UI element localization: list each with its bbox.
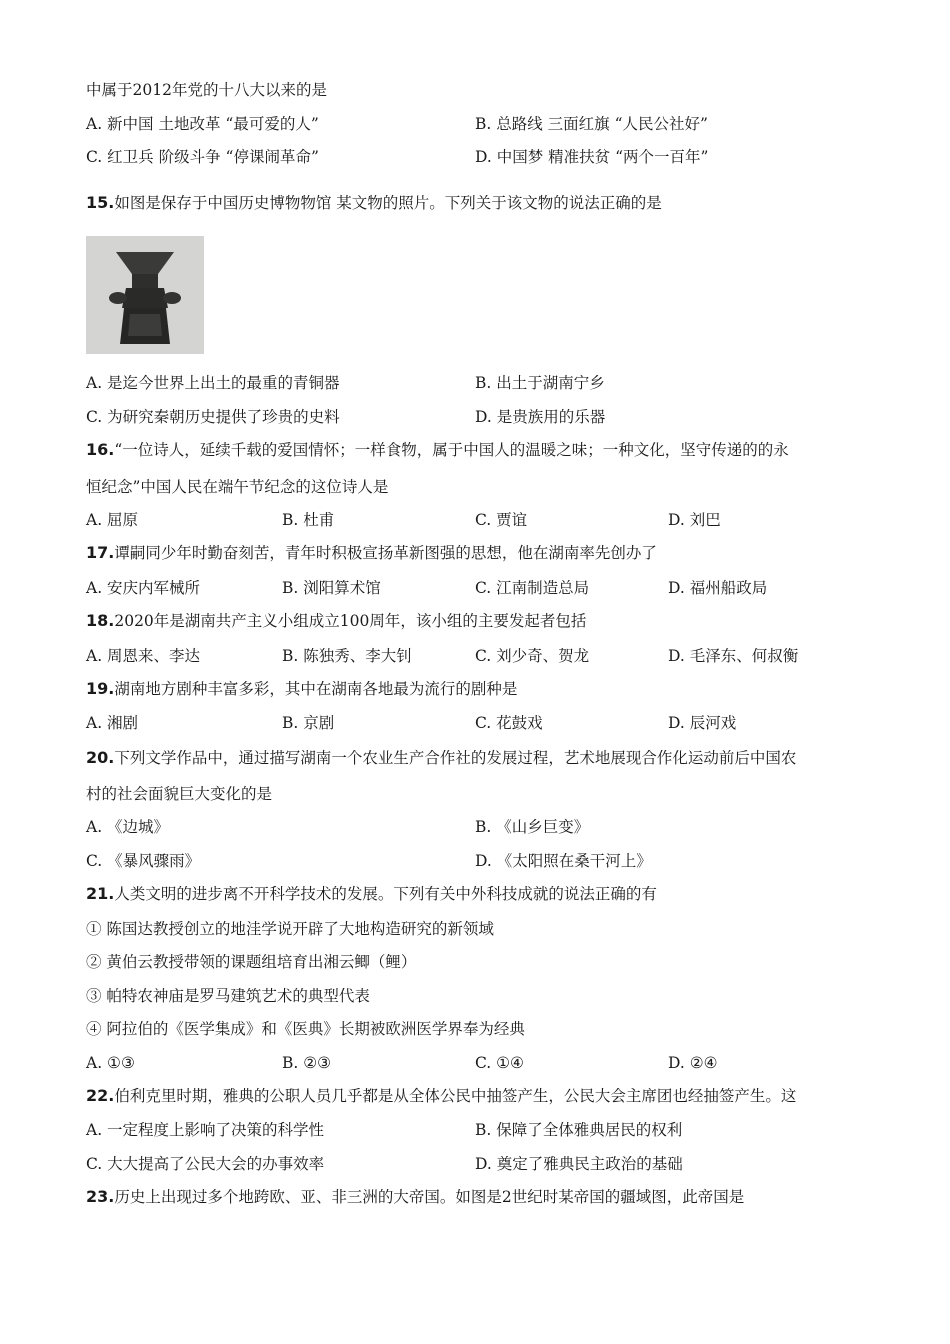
intro-line: 中属于2012年党的十八大以来的是 xyxy=(86,81,327,99)
q22-option-b: B. 保障了全体雅典居民的权利 xyxy=(475,1121,683,1139)
q22-option-c: C. 大大提高了公民大会的办事效率 xyxy=(86,1155,325,1173)
q15-option-b: B. 出土于湖南宁乡 xyxy=(475,374,605,392)
question-number: 18. xyxy=(86,611,115,630)
question-number: 16. xyxy=(86,440,115,459)
question-number: 22. xyxy=(86,1086,115,1105)
question-number: 15. xyxy=(86,193,115,212)
q18-option-c: C. 刘少奇、贺龙 xyxy=(475,647,590,665)
q14-option-c: C. 红卫兵 阶级斗争 “停课闹革命” xyxy=(86,148,319,166)
question-text: 下列文学作品中，通过描写湖南一个农业生产合作社的发展过程，艺术地展现合作化运动前后中国农 xyxy=(114,749,797,767)
q14-option-d: D. 中国梦 精准扶贫 “两个一百年” xyxy=(475,148,709,166)
q17-option-d: D. 福州船政局 xyxy=(668,579,768,597)
question-text: “一位诗人，延续千载的爱国情怀；一样食物，属于中国人的温暖之味；一种文化，坚守传递的的永 xyxy=(114,441,789,459)
q18-option-d: D. 毛泽东、何叔衡 xyxy=(668,647,799,665)
question-number: 20. xyxy=(86,748,115,767)
q19-option-c: C. 花鼓戏 xyxy=(475,714,543,732)
question-15 xyxy=(86,193,662,213)
bronze-vessel-icon xyxy=(86,236,204,354)
question-text: 湖南地方剧种丰富多彩，其中在湖南各地最为流行的剧种是 xyxy=(114,680,518,698)
q21-option-a: A. ①③ xyxy=(86,1054,135,1072)
statement-1: ① 陈国达教授创立的地洼学说开辟了大地构造研究的新领域 xyxy=(86,920,494,938)
q20-option-d: D. 《太阳照在桑干河上》 xyxy=(475,852,652,870)
question-text: 伯利克里时期，雅典的公职人员几乎都是从全体公民中抽签产生，公民大会主席团也经抽签产生。这 xyxy=(114,1087,797,1105)
question-21 xyxy=(86,884,657,904)
q19-option-d: D. 辰河戏 xyxy=(668,714,737,732)
question-text: 如图是保存于中国历史博物物馆 某文物的照片。下列关于该文物的说法正确的是 xyxy=(114,194,662,212)
q15-option-d: D. 是贵族用的乐器 xyxy=(475,408,606,426)
q15-option-c: C. 为研究秦朝历史提供了珍贵的史料 xyxy=(86,408,340,426)
q20-option-a: A. 《边城》 xyxy=(86,818,170,836)
q14-option-b: B. 总路线 三面红旗 “人民公社好” xyxy=(475,115,708,133)
q20-option-c: C. 《暴风骤雨》 xyxy=(86,852,201,870)
q22-option-d: D. 奠定了雅典民主政治的基础 xyxy=(475,1155,683,1173)
statement-3: ③ 帕特农神庙是罗马建筑艺术的典型代表 xyxy=(86,987,370,1005)
question-text: 谭嗣同少年时勤奋刻苦，青年时积极宣扬革新图强的思想，他在湖南率先创办了 xyxy=(114,544,657,562)
q21-option-b: B. ②③ xyxy=(282,1054,332,1072)
question-19 xyxy=(86,679,517,699)
q18-option-b: B. 陈独秀、李大钊 xyxy=(282,647,412,665)
q14-option-a: A. 新中国 土地改革 “最可爱的人” xyxy=(86,115,319,133)
question-20 xyxy=(86,748,796,768)
q21-option-c: C. ①④ xyxy=(475,1054,524,1072)
question-23 xyxy=(86,1187,744,1207)
question-text: 人类文明的进步离不开科学技术的发展。下列有关中外科技成就的说法正确的有 xyxy=(114,885,657,903)
q20-option-b: B. 《山乡巨变》 xyxy=(475,818,590,836)
statement-2: ② 黄伯云教授带领的课题组培育出湘云鲫（鲤） xyxy=(86,953,417,971)
q18-option-a: A. 周恩来、李达 xyxy=(86,647,201,665)
statement-4: ④ 阿拉伯的《医学集成》和《医典》长期被欧洲医学界奉为经典 xyxy=(86,1020,525,1038)
q16-option-a: A. 屈原 xyxy=(86,511,139,529)
question-number: 19. xyxy=(86,679,115,698)
question-16-cont: 恒纪念”中国人民在端午节纪念的这位诗人是 xyxy=(86,478,389,496)
bronze-vessel-photo xyxy=(86,236,204,354)
question-number: 23. xyxy=(86,1187,115,1206)
q15-option-a: A. 是迄今世界上出土的最重的青铜器 xyxy=(86,374,340,392)
q17-option-a: A. 安庆内军械所 xyxy=(86,579,201,597)
q19-option-b: B. 京剧 xyxy=(282,714,335,732)
question-number: 17. xyxy=(86,543,115,562)
q16-option-b: B. 杜甫 xyxy=(282,511,335,529)
q22-option-a: A. 一定程度上影响了决策的科学性 xyxy=(86,1121,325,1139)
q16-option-c: C. 贾谊 xyxy=(475,511,528,529)
q19-option-a: A. 湘剧 xyxy=(86,714,139,732)
question-22 xyxy=(86,1086,796,1106)
q21-option-d: D. ②④ xyxy=(668,1054,718,1072)
q16-option-d: D. 刘巴 xyxy=(668,511,721,529)
question-text: 历史上出现过多个地跨欧、亚、非三洲的大帝国。如图是2世纪时某帝国的疆域图，此帝国是 xyxy=(114,1188,745,1206)
q17-option-b: B. 浏阳算术馆 xyxy=(282,579,381,597)
q17-option-c: C. 江南制造总局 xyxy=(475,579,590,597)
question-16 xyxy=(86,440,789,460)
question-20-cont: 村的社会面貌巨大变化的是 xyxy=(86,785,273,803)
question-text: 2020年是湖南共产主义小组成立100周年，该小组的主要发起者包括 xyxy=(114,612,587,630)
question-18 xyxy=(86,611,586,631)
question-number: 21. xyxy=(86,884,115,903)
question-17 xyxy=(86,543,657,563)
